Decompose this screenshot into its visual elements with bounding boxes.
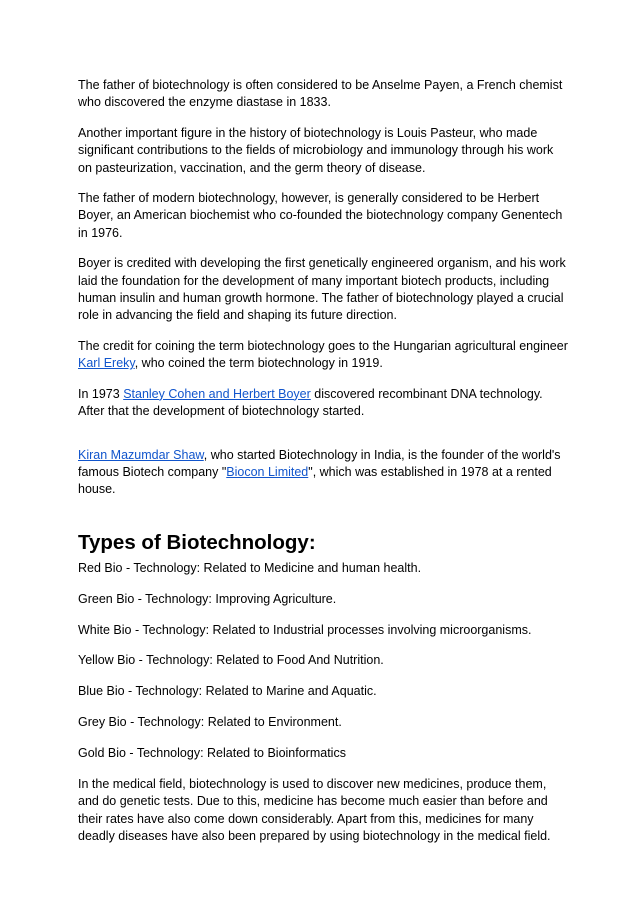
paragraph-louis-pasteur: Another important figure in the history of biotechnology is Louis Pasteur, who made significant contributions to the fields of microbiology and immunology through his work on pasteurization, vaccination, and the germ theory of disease.	[78, 125, 554, 175]
type-green: Green Bio - Technology: Improving Agriculture.	[78, 591, 337, 606]
paragraph-medical-field: In the medical field, biotechnology is used to discover new medicines, produce them, and do genetic tests. Due to this, medicine has become much easier than before and their rates have also come down considerably. Apart from this, medicines for many deadly diseases have also been prepared by using biotechnology in the medical field.	[78, 777, 551, 844]
type-grey: Grey Bio - Technology: Related to Environment.	[78, 715, 342, 730]
link-stanley-cohen-herbert-boyer[interactable]: Stanley Cohen and Herbert Boyer	[123, 386, 311, 401]
paragraph-recombinant-dna	[78, 386, 568, 421]
type-blue: Blue Bio - Technology: Related to Marine and Aquatic.	[78, 684, 377, 699]
paragraph-anselme-payen: The father of biotechnology is often considered to be Anselme Payen, a French chemist who discovered the enzyme diastase in 1833.	[78, 78, 563, 110]
paragraph-kiran-mazumdar-shaw	[78, 447, 568, 499]
text-segment: The credit for coining the term biotechnology goes to the Hungarian agricultural engineer	[78, 338, 568, 353]
text-segment: , who coined the term biotechnology in 1919.	[134, 356, 383, 371]
paragraph-boyer-credit: Boyer is credited with developing the first genetically engineered organism, and his work laid the foundation for the development of many important biotech products, including human insulin and human growth hormone. The father of biotechnology played a crucial role in advancing the field and shaping its future direction.	[78, 256, 566, 323]
paragraph-karl-ereky	[78, 338, 568, 373]
type-red: Red Bio - Technology: Related to Medicine and human health.	[78, 560, 422, 575]
link-biocon-limited[interactable]: Biocon Limited	[226, 464, 309, 479]
text-segment: In 1973	[78, 386, 124, 401]
text-segment: , who started Biotechnology in India, is the founder of the world's famous Biotech company "	[78, 447, 561, 479]
type-gold: Gold Bio - Technology: Related to Bioinformatics	[78, 746, 346, 761]
text-segment: ", which was established in 1978 at a rented house.	[78, 464, 552, 497]
document-body	[78, 77, 568, 846]
text-segment: discovered recombinant DNA technology. After that the development of biotechnology started.	[78, 386, 543, 419]
paragraph-herbert-boyer: The father of modern biotechnology, however, is generally considered to be Herbert Boyer, an American biochemist who co-founded the biotechnology company Genentech in 1976.	[78, 191, 563, 240]
link-kiran-mazumdar-shaw[interactable]: Kiran Mazumdar Shaw	[78, 447, 204, 462]
types-heading: Types of Biotechnology:	[78, 530, 316, 554]
link-karl-ereky[interactable]: Karl Ereky	[78, 356, 135, 371]
type-white: White Bio - Technology: Related to Industrial processes involving microorganisms.	[78, 622, 532, 637]
type-yellow: Yellow Bio - Technology: Related to Food And Nutrition.	[78, 653, 384, 668]
